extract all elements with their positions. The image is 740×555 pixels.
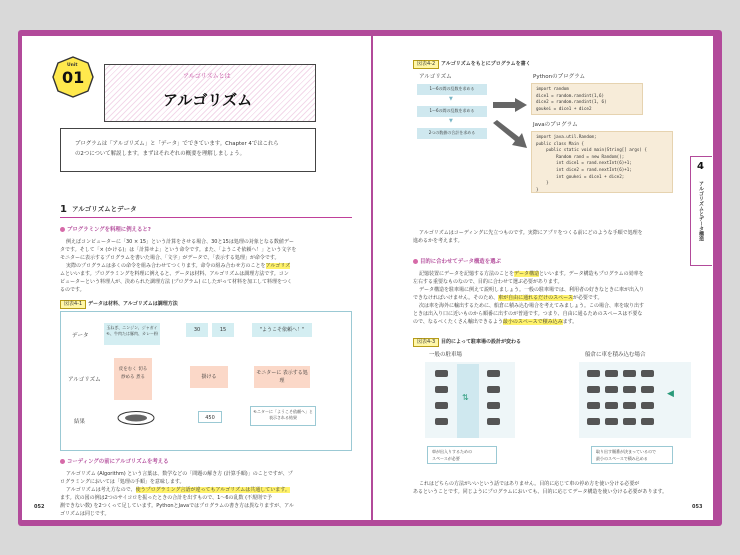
flow-step: 1〜6の間の乱数を求める (417, 106, 487, 117)
body-line: 測できない数) を2つくって足しています。PythonとJavaではプログラムの書き方は異なりますが、アル (60, 503, 294, 509)
body-line: ピューターという料理人が、決められた調理方法 (プログラム) にしたがって材料を加工して料理をつく (60, 279, 293, 285)
note-line: 取り出す順番が決まっているので (596, 449, 656, 454)
subhead-text: プログラミングを料理に例えると? (67, 227, 151, 233)
body-line: るのです。 (60, 287, 85, 293)
data-cell-30: 30 (186, 323, 208, 337)
body-text: アルゴリズムは考え方なので、 (66, 487, 136, 493)
car-icon (435, 370, 448, 377)
figure-caption: 目的によって駐車場の設計が変わる (441, 339, 522, 345)
ship-title: 船倉に車を積み込む場合 (585, 352, 646, 358)
body-line: 次は車を海外に輸出するために、船倉に積み込む場合を考えてみましょう。この場合、車を取り出す (419, 303, 645, 309)
parking-title: 一般の駐車場 (429, 352, 463, 358)
body-text: ます。 (562, 319, 578, 325)
car-icon (487, 418, 500, 425)
car-icon (641, 402, 654, 409)
body-line (66, 263, 290, 270)
subhead (60, 227, 151, 234)
in-out-arrows-icon: ⇅ (462, 393, 469, 402)
section-rule (60, 217, 352, 218)
loading-arrow-icon: ◀ (667, 389, 674, 399)
body-text: ので、なるべくたくさん輸出できるよう (413, 319, 503, 325)
section-title: アルゴリズムとデータ (72, 205, 137, 213)
car-icon (487, 370, 500, 377)
body-line: これはどちらの方法がいいという話ではありません。目的に応じて車の停め方を使い分ける必要が (419, 481, 640, 487)
note-line: 車が出入りするための (432, 449, 472, 454)
note-line: スペースが必要 (432, 456, 460, 461)
ship-note (591, 446, 673, 464)
body-line: あるということです。同じようにプログラムにおいても、目的に応じてデータ構造を使い分ける必要があります。 (413, 489, 668, 495)
subhead-text: コーディングの前にアルゴリズムを考える (67, 459, 169, 465)
body-line: ログラミングにおいては「処理の手順」を意味します。 (60, 479, 185, 485)
right-page (373, 36, 713, 520)
body-line (419, 271, 644, 278)
data-cell-ingredients: 玉ねぎ、ニンジン、ジャガイモ、牛肉たは豚肉、カレー粉 (104, 323, 160, 345)
chapter-header (104, 64, 316, 122)
intro-line: プログラムは「アルゴリズム」と「データ」でできています。Chapter 4ではこれら (75, 141, 279, 147)
body-text: 実際のプログラムは多くの命令を組み合わせてつくります。命令の組み合わせ方のことを (66, 263, 266, 269)
body-line: アルゴリズムはコーディングに先立つものです。実際にアプリをつくる前にどのような手順で処理を (419, 230, 643, 236)
data-cell-text: "ようこそ依頼へ！" (252, 323, 312, 337)
car-icon (641, 418, 654, 425)
python-code: import random dice1 = random.randint(1,6) dice2 = random.randint(1, 6) goukei = dice1 + dice2 (531, 83, 643, 115)
page-number-left: 052 (34, 504, 45, 510)
body-line: 進めるかを考えます。 (413, 238, 463, 244)
subhead-text: 目的に合わせてデータ構造を選ぶ (420, 259, 501, 265)
subhead (60, 459, 169, 466)
body-line: アルゴリズム (Algorithm) という言葉は、数学などの「問題の解き方 (計算手順)」のことですが、プ (66, 471, 293, 477)
chapter-side-tab (690, 156, 712, 266)
figure-caption: アルゴリズムをもとにプログラムを書く (441, 61, 531, 67)
car-icon (487, 402, 500, 409)
car-icon (605, 386, 618, 393)
parking-note (427, 446, 497, 464)
body-line: 例えばコンピューターに「30 × 15」という計算をさせる場合、30と15は処理の対象となる数値デー (66, 239, 294, 245)
car-icon (587, 418, 600, 425)
note-line: 最小のスペースで積み込める (596, 456, 648, 461)
down-arrow-icon: ▼ (449, 96, 453, 102)
figure-label: 図表4-3 (413, 338, 439, 347)
highlight-term: 車が自由に通れるだけのスペース (498, 295, 573, 301)
unit-number: 01 (62, 68, 85, 87)
car-icon (641, 386, 654, 393)
body-line (66, 487, 290, 494)
car-icon (435, 402, 448, 409)
body-line: ゴリズムは同じです。 (60, 511, 110, 517)
body-line (413, 319, 577, 326)
body-line: ときは出入り口に近いものから順番に出すのが普通です。つまり、自由に通るためのスペースは不要な (413, 311, 643, 317)
body-text: といいます。データ構造もプログラムの効率を (539, 271, 644, 277)
body-text: 記憶装置にデータを記憶する方法のことを (419, 271, 515, 277)
flow-step: 1〜6の間の乱数を求める (417, 84, 487, 95)
curry-plate-image (116, 410, 156, 426)
arrow-to-python-icon (493, 98, 527, 112)
car-icon (587, 402, 600, 409)
python-title: Pythonのプログラム (533, 74, 586, 80)
page-number-right: 053 (692, 504, 703, 510)
car-icon (605, 402, 618, 409)
car-icon (623, 402, 636, 409)
unit-badge (52, 56, 94, 98)
car-icon (487, 386, 500, 393)
figure-label: 図表4-1 (60, 300, 86, 309)
section-number: 1 (60, 204, 67, 215)
result-cell-450: 450 (198, 411, 222, 423)
figure-label: 図表4-2 (413, 60, 439, 69)
flow-step: 2つの数値の合計を求める (417, 128, 487, 139)
java-title: Javaのプログラム (533, 122, 578, 128)
body-line: モニターに表示するプログラムを書いた場合、「文字」がデータで、「表示する処理」が命令です。 (60, 255, 280, 261)
highlight-term: 使うプログラミング言語が違ってもアルゴリズムは共通しています。 (135, 487, 290, 493)
car-icon (435, 386, 448, 393)
chapter-tab-text: アルゴリズムとデータ構造 (698, 181, 704, 241)
car-icon (605, 418, 618, 425)
algo-cell-display: モニターに 表示する処理 (254, 366, 310, 388)
body-text: できなければいけません。そのため、 (413, 295, 499, 301)
result-cell-display: モニターに「ようこそ依頼へ」と 表示される結果 (250, 406, 316, 426)
highlight-term: 最小のスペースで積み込み (502, 319, 563, 325)
row-label: アルゴリズム (68, 377, 101, 383)
car-icon (605, 370, 618, 377)
unit-label: Unit (67, 63, 78, 68)
subhead (413, 259, 501, 266)
row-label: データ (72, 333, 89, 339)
bullet-icon (413, 259, 418, 264)
body-line: ムといいます。プログラミングを料理に例えると、データは材料、アルゴリズムは調理方法です。コン (60, 271, 289, 277)
body-line (413, 295, 602, 302)
intro-line: の2つについて解説します。まずはそれぞれの概要を理解しましょう。 (75, 151, 245, 157)
algo-title: アルゴリズム (419, 74, 452, 80)
algo-cell-multiply: 掛ける (190, 366, 228, 388)
figure-caption: データは材料、アルゴリズムは調理方法 (88, 301, 178, 307)
car-icon (587, 386, 600, 393)
highlight-term: データ構造 (514, 271, 540, 277)
car-icon (641, 370, 654, 377)
body-line: タです。そして「× (かける)」は「計算せよ」という命令です。また、「ようこそ依頼へ！」という文字を (60, 247, 297, 253)
highlight-term: アルゴリズ (265, 263, 291, 269)
data-cell-15: 15 (212, 323, 234, 337)
body-line: 左右する重要なものなので、目的に合わせて選ぶ必要があります。 (413, 279, 563, 285)
body-text: が必要です。 (572, 295, 603, 301)
algo-cell-cooking: 皮をむく 切る 炒める 煮る (114, 358, 152, 400)
car-icon (587, 370, 600, 377)
chapter-subtitle: アルゴリズムとは (183, 73, 231, 80)
car-icon (623, 386, 636, 393)
left-page (22, 36, 371, 520)
bullet-icon (60, 227, 65, 232)
row-label: 結果 (74, 419, 86, 425)
car-icon (435, 418, 448, 425)
body-line: ます。次の図の例は2つのサイコロを振ったときの合計を出すもので、1〜6の乱数 (不規則で予 (60, 495, 273, 501)
body-line: データ構造を駐車場に例えて説明しましょう。一般の駐車場では、利用者の好きなときに車が出入り (419, 287, 645, 293)
java-code: import java.util.Random; public class Main { public static void main(String[] args) { Random rand = new Random(); int dice1 = rand.nextInt(6)+1; int dice2 = rand.nextInt(6)+1; int goukei = dice1 + dice2; } } (531, 131, 673, 193)
arrow-to-java-icon (493, 120, 527, 150)
intro-box (60, 128, 316, 172)
chapter-tab-number: 4 (697, 161, 704, 172)
car-icon (623, 418, 636, 425)
down-arrow-icon: ▼ (449, 118, 453, 124)
bullet-icon (60, 459, 65, 464)
chapter-title: アルゴリズム (163, 91, 253, 109)
car-icon (623, 370, 636, 377)
